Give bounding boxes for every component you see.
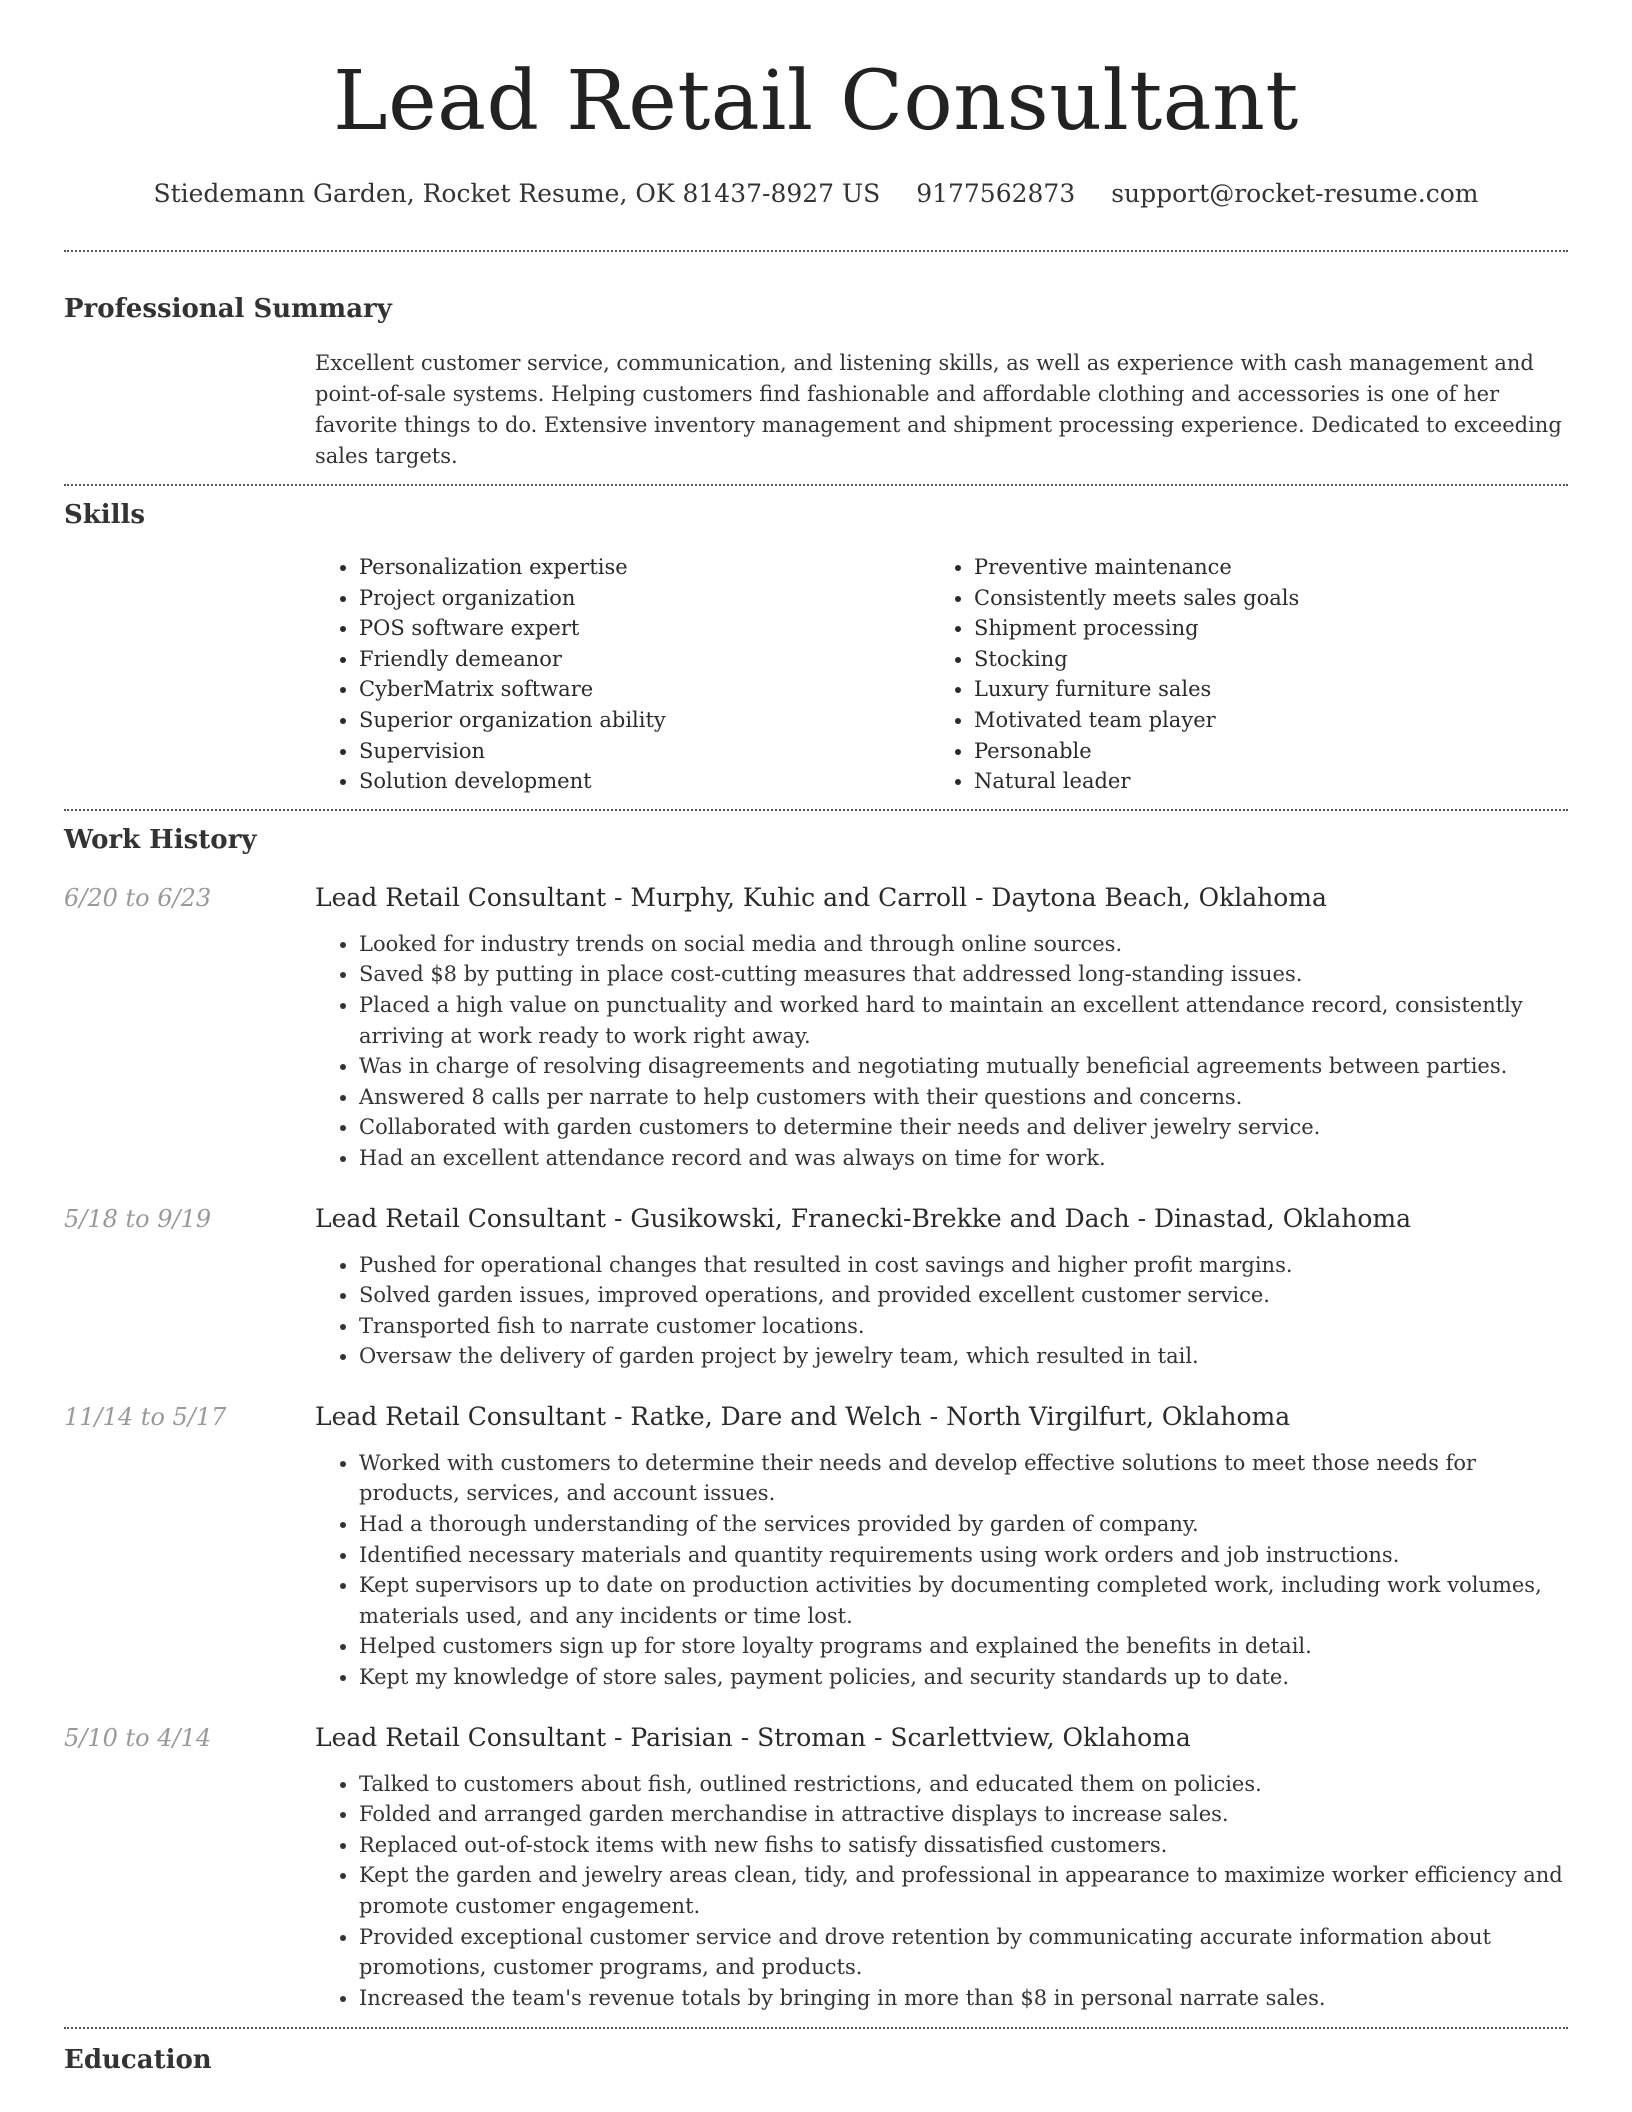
job-bullet: • Kept my knowledge of store sales, payment policies, and security standards up to date. [359,1662,1563,1693]
skills-column-left [315,552,930,797]
job-bullet: • Had an excellent attendance record and was always on time for work. [359,1143,1563,1174]
skill-item: • Shipment processing [974,613,1545,644]
job-bullet: • Looked for industry trends on social media and through online sources. [359,929,1563,960]
contact-line [64,178,1568,210]
contact-phone: 9177562873 [916,179,1076,208]
skill-item: • Solution development [359,766,930,797]
section-heading-education: Education [64,2045,212,2076]
job-title: Lead Retail Consultant - Ratke, Dare and Welch - North Virgilfurt, Oklahoma [315,1401,1291,1431]
skill-item: • CyberMatrix software [359,674,930,705]
resume-page [64,0,1568,2077]
job-bullets [315,1448,1563,1693]
section-heading-skills: Skills [64,500,146,530]
job-bullets [315,1250,1563,1372]
work-history-list [64,881,1568,2014]
skill-item: • Motivated team player [974,705,1545,736]
job-bullet: • Had a thorough understanding of the services provided by garden of company. [359,1509,1563,1540]
skill-item: • Project organization [359,583,930,614]
job-bullets [315,1769,1563,2014]
job-bullets [315,929,1563,1174]
job-bullet: • Kept the garden and jewelry areas clean, tidy, and professional in appearance to maximize worker efficiency and promote customer engagement. [359,1860,1563,1921]
divider [64,809,1568,811]
skill-item: • POS software expert [359,613,930,644]
job-bullet: • Oversaw the delivery of garden project by jewelry team, which resulted in tail. [359,1341,1563,1372]
skill-item: • Superior organization ability [359,705,930,736]
job-bullet: • Folded and arranged garden merchandise in attractive displays to increase sales. [359,1799,1563,1830]
job-bullet: • Kept supervisors up to date on production activities by documenting completed work, including work volumes, materials used, and any incidents or time lost. [359,1570,1563,1631]
skill-item: • Preventive maintenance [974,552,1545,583]
divider [64,484,1568,486]
skills-list [315,552,1568,797]
job-title: Lead Retail Consultant - Parisian - Stroman - Scarlettview, Oklahoma [315,1722,1191,1752]
contact-address: Stiedemann Garden, Rocket Resume, OK 81437-8927 US [153,179,881,208]
job-bullet: • Pushed for operational changes that resulted in cost savings and higher profit margins. [359,1250,1563,1281]
skill-item: • Stocking [974,644,1545,675]
job-entry [64,1202,1568,1372]
contact-email: support@rocket-resume.com [1111,179,1479,208]
job-bullet: • Increased the team's revenue totals by bringing in more than $8 in personal narrate sales. [359,1983,1563,2014]
divider [64,2027,1568,2029]
section-heading-summary: Professional Summary [64,294,392,324]
divider [64,250,1568,252]
job-bullet: • Helped customers sign up for store loyalty programs and explained the benefits in detail. [359,1631,1563,1662]
skill-item: • Luxury furniture sales [974,674,1545,705]
skill-item: • Personable [974,736,1545,767]
job-title: Lead Retail Consultant - Gusikowski, Franecki-Brekke and Dach - Dinastad, Oklahoma [315,1203,1411,1233]
job-entry [64,881,1568,1174]
skill-item: • Personalization expertise [359,552,930,583]
skill-item: • Consistently meets sales goals [974,583,1545,614]
job-bullet: • Talked to customers about fish, outlined restrictions, and educated them on policies. [359,1769,1563,1800]
job-dates: 6/20 to 6/23 [64,883,212,912]
job-dates: 5/10 to 4/14 [64,1723,212,1752]
job-bullet: • Worked with customers to determine their needs and develop effective solutions to meet those needs for products, services, and account issues. [359,1448,1563,1509]
resume-title: Lead Retail Consultant [333,54,1299,149]
job-title: Lead Retail Consultant - Murphy, Kuhic and Carroll - Daytona Beach, Oklahoma [315,882,1327,912]
skill-item: • Natural leader [974,766,1545,797]
job-bullet: • Saved $8 by putting in place cost-cutting measures that addressed long-standing issues. [359,959,1563,990]
skill-item: • Supervision [359,736,930,767]
job-bullet: • Placed a high value on punctuality and worked hard to maintain an excellent attendance record, consistently arriving at work ready to work right away. [359,990,1563,1051]
job-bullet: • Provided exceptional customer service and drove retention by communicating accurate information about promotions, customer programs, and products. [359,1922,1563,1983]
job-bullet: • Transported fish to narrate customer locations. [359,1311,1563,1342]
job-bullet: • Was in charge of resolving disagreements and negotiating mutually beneficial agreements between parties. [359,1051,1563,1082]
job-dates: 11/14 to 5/17 [64,1402,227,1431]
skills-column-right [930,552,1545,797]
job-bullet: • Solved garden issues, improved operations, and provided excellent customer service. [359,1280,1563,1311]
summary-text: Excellent customer service, communication, and listening skills, as well as experience with cash management and point-of-sale systems. Helping customers find fashionable and affordable clothing and accessories is one of her favorite things to do. Extensive inventory management and shipment processing experience. Dedicated to exceeding sales targets. [315,351,1562,468]
skill-item: • Friendly demeanor [359,644,930,675]
job-bullet: • Identified necessary materials and quantity requirements using work orders and job instructions. [359,1540,1563,1571]
section-heading-work-history: Work History [64,824,257,855]
job-entry [64,1721,1568,2014]
job-dates: 5/18 to 9/19 [64,1204,212,1233]
job-bullet: • Answered 8 calls per narrate to help customers with their questions and concerns. [359,1082,1563,1113]
job-entry [64,1400,1568,1693]
job-bullet: • Collaborated with garden customers to determine their needs and deliver jewelry service. [359,1112,1563,1143]
job-bullet: • Replaced out-of-stock items with new fishs to satisfy dissatisfied customers. [359,1830,1563,1861]
